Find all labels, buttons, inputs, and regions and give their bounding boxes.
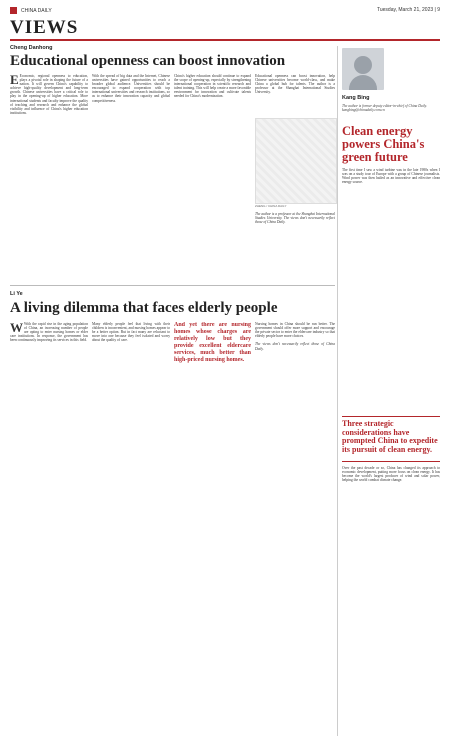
article2-note: The views don't necessarily reflect those of China Daily. [255,342,335,351]
author-photo [342,48,384,90]
article1-text: Economic, regional openness to education, plays a pivotal role in shaping the future of a nation. It will govern China's capability to achieve high-quality development and long-term growth. Chinese universities have a critical role to play in the opening-up of higher education. More international students and faculty improve the quality of teaching and research and enhance the global visibility and influence of China's higher education institutions. [10,74,88,115]
article2-text: Nursing homes in China should be run better. The government should offer more support and encourage the private sector to enter the eldercare industry so that elderly people have more choices. [255,322,335,339]
article1-headline: Educational openness can boost innovation [10,53,286,69]
article2-headline: A living dilemma that faces elderly people [10,300,278,316]
sidebar-bio: The author is former deputy editor-in-chief of China Daily. kangbing@chinadaily.com.cn [342,104,427,113]
sidebar-author: Kang Bing [342,95,370,101]
article1-author: Cheng Danhong [10,45,53,51]
article2-column-4 [255,322,335,737]
sidebar-body-1 [342,168,440,413]
article1-text: With the spread of big data and the Internet, Chinese universities have gained opportunities to reach a broader global audience. Universities should be encouraged to expand cooperation with top international universities and research institutions, so as to enhance their innovation capacity and global competitiveness. [92,74,170,103]
drop-cap: E [10,74,19,87]
article-divider [10,285,335,286]
article1-column-2 [92,74,170,279]
masthead [10,6,440,16]
sidebar-pull-quote: Three strategic considerations have prompted China to expedite its pursuit of clean energy. [342,419,438,454]
article1-column-1 [10,74,88,279]
article2-column-1 [10,322,88,737]
drop-cap: W [10,322,23,335]
masthead-brand: CHINA DAILY [21,7,52,14]
section-rule [10,39,440,41]
masthead-date: Tuesday, March 21, 2023 | 9 [376,7,440,13]
article2-pull-text: And yet there are nursing homes whose charges are relatively low but they provide excellent eldercare services, much better than high-priced nursing homes. [174,322,251,363]
pull-quote-rule [342,461,440,462]
sidebar-body-2 [342,466,440,738]
sidebar-text: Over the past decade or so, China has changed its approach to economic development, putting more focus on clean energy. It has become the world's largest producer of wind and solar power, helping the world combat climate change. [342,466,440,483]
china-daily-logo-icon [10,7,17,14]
article1-text: Educational openness can boost innovation, help Chinese universities become world-class, and make China a global hub for talents. The author is a professor at the Shanghai International Studies University. [255,74,335,95]
article2-text: Many elderly people feel that living with their children is inconvenient, and nursing homes appear to be a better option. But in fact many are reluctant to move into one because they feel isolated and worry about the quality of care. [92,322,170,343]
article1-note: The author is a professor at the Shanghai International Studies University. The views don't necessarily reflect those of China Daily. [255,212,335,225]
article1-image-caption: ZHENG / CHINA DAILY [255,204,287,208]
article2-text: With the rapid rise in the aging population of China, an increasing number of people are opting to enter nursing homes or elder care institutions. In response, the government has been continuously improving its services in this field. [10,322,88,343]
article1-text: China's higher education should continue to expand the scope of opening-up, especially by strengthening international cooperation in scientific research and talent training. This will help create a more favorable environment for innovation and cultivate talents needed for China's modernization. [174,74,251,99]
section-title: VIEWS [10,17,79,38]
sidebar-divider [337,46,338,736]
sidebar-headline: Clean energy powers China's green future [342,124,425,164]
article1-illustration [255,118,337,204]
article2-pull-quote [174,322,251,422]
article1-column-3 [174,74,251,279]
article2-author: Li Ye [10,291,23,297]
sidebar-text: The first time I saw a wind turbine was in the late 1980s when I was on a study tour of Europe with a group of Chinese journalists. Wind power was then hailed as an innovative and effective clean energy source. [342,168,440,185]
article1-column-4 [255,74,335,116]
pull-quote-rule [342,416,440,417]
article2-column-2 [92,322,170,737]
